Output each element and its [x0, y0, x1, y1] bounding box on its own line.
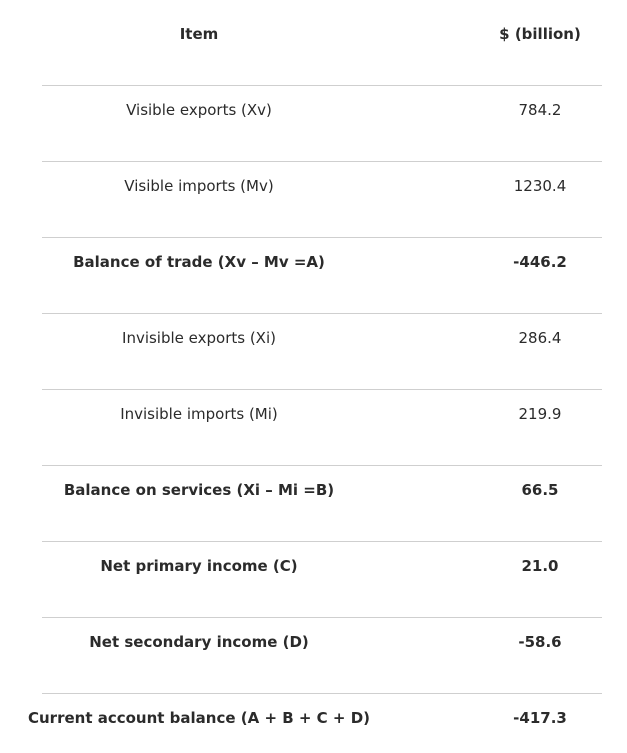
row-value-cell: -446.2 [478, 237, 602, 313]
row-item-cell: Current account balance (A + B + C + D) [27, 708, 371, 727]
row-item-cell: Visible exports (Xv) [42, 85, 478, 161]
row-item-cell: Visible imports (Mv) [42, 161, 478, 237]
row-value-cell: 21.0 [478, 541, 602, 617]
row-item-cell: Balance on services (Xi – Mi =B) [42, 465, 478, 541]
table-row [42, 85, 602, 161]
row-item-cell: Balance of trade (Xv – Mv =A) [42, 237, 478, 313]
table-row [42, 313, 602, 389]
table-row [42, 237, 602, 313]
table-row [42, 617, 602, 693]
row-item-cell: Net primary income (C) [42, 541, 478, 617]
row-item-cell: Invisible exports (Xi) [42, 313, 478, 389]
current-account-table-wrapper [27, 0, 602, 753]
row-value-cell: 784.2 [478, 85, 602, 161]
table-row [42, 161, 602, 237]
column-header-item: Item [42, 0, 478, 85]
column-header-value: $ (billion) [478, 0, 602, 85]
table-row [42, 389, 602, 465]
row-value-cell: 286.4 [478, 313, 602, 389]
table-row [42, 693, 602, 753]
row-value-cell: -58.6 [478, 617, 602, 693]
current-account-table [27, 0, 602, 753]
row-value-cell: 66.5 [478, 465, 602, 541]
row-value-cell: -417.3 [513, 708, 567, 727]
table-header-row [42, 0, 602, 85]
table-row [42, 541, 602, 617]
row-value-cell: 219.9 [478, 389, 602, 465]
row-value-cell: 1230.4 [478, 161, 602, 237]
row-item-cell: Net secondary income (D) [42, 617, 478, 693]
row-item-cell: Invisible imports (Mi) [42, 389, 478, 465]
table-row [42, 465, 602, 541]
